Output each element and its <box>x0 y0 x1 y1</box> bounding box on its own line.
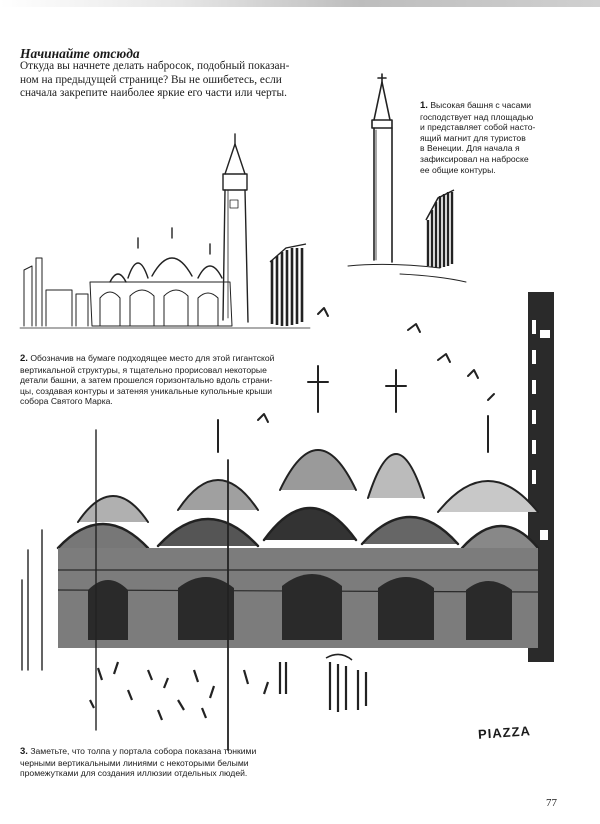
intro-line: Откуда вы начнете делать набросок, подобный показан- <box>20 60 290 72</box>
sketch-basilica-facade-icon <box>18 290 563 750</box>
sketch-lettering: PIAZZA <box>477 723 532 742</box>
caption-line: и представляет собой насто- <box>420 122 536 133</box>
caption-line: зафиксировал на наброске <box>420 153 529 164</box>
intro-paragraph <box>20 60 310 101</box>
caption-line: черными вертикальными линиями с некоторыми белыми <box>20 757 249 768</box>
caption-line: вертикальной структуры, я тщательно прорисовал некоторые <box>20 364 267 375</box>
caption-line: Обозначив на бумаге подходящее место для этой гигантской <box>30 353 275 363</box>
caption-line: Заметьте, что толпа у портала собора показана тонкими <box>30 746 257 756</box>
intro-line: сначала закрепите наиболее яркие его части или черты. <box>20 87 287 99</box>
caption-line: господствует над площадью <box>420 111 534 122</box>
intro-line: ном на предыдущей странице? Вы не ошибетесь, если <box>20 73 282 86</box>
caption-line: Высокая башня с часами <box>430 100 532 110</box>
caption-1 <box>420 100 546 175</box>
caption-line: ящий магнит для туристов <box>420 132 526 143</box>
caption-line: в Венеции. Для начала я <box>420 143 520 154</box>
page-number: 77 <box>546 797 557 809</box>
caption-number: 3. <box>20 746 28 757</box>
caption-line: собора Святого Марка. <box>20 396 113 407</box>
caption-line: промежутками для создания иллюзии отдельных людей. <box>20 768 248 779</box>
page-top-shadow <box>0 0 600 7</box>
caption-number: 2. <box>20 353 28 364</box>
caption-line: детали башни, а затем прошелся горизонтально вдоль страни- <box>20 375 273 386</box>
caption-number: 1. <box>420 100 428 111</box>
section-heading: Начинайте отсюда <box>20 46 140 61</box>
caption-3 <box>20 746 290 779</box>
caption-line: цы, создавая контуры и затеняя уникальные купольные крыши <box>20 385 273 396</box>
caption-line: ее общие контуры. <box>420 164 496 175</box>
